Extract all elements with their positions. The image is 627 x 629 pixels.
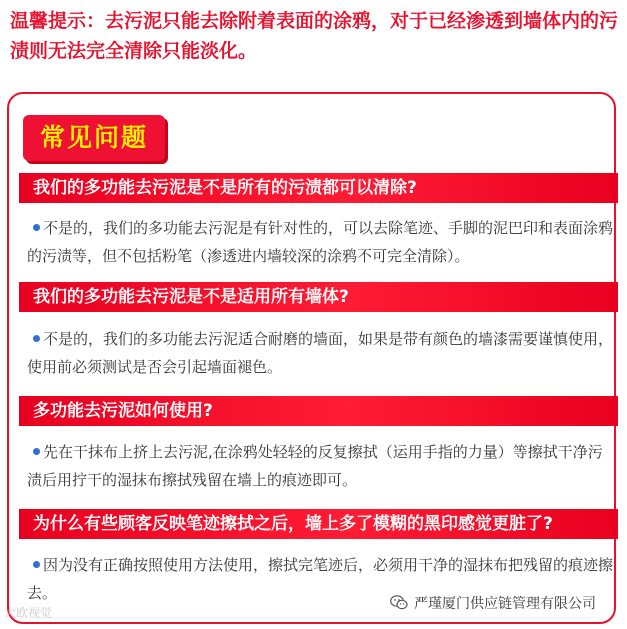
faq-question-2: 我们的多功能去污泥是不是适用所有墙体? — [19, 282, 618, 312]
bullet-icon — [33, 448, 40, 455]
watermark-right — [390, 593, 596, 614]
watermark-left: 大欧视觉 — [4, 606, 53, 620]
bullet-icon — [33, 224, 40, 231]
faq-card — [7, 92, 616, 624]
faq-question-3: 多功能去污泥如何使用? — [19, 396, 618, 426]
faq-answer-3 — [27, 438, 615, 494]
faq-title-badge — [23, 115, 165, 161]
faq-title: 常见问题 — [39, 123, 148, 152]
faq-answer-text: 不是的，我们的多功能去污泥是有针对性的，可以去除笔迹、手脚的泥巴印和表面涂鸦的污渍等，但不包括粉笔（渗透进内墙较深的涂鸦不可完全清除）。 — [27, 219, 614, 265]
faq-question-1: 我们的多功能去污泥是不是所有的污渍都可以清除? — [19, 173, 618, 203]
faq-answer-text: 因为没有正确按照使用方法使用，擦拭完笔迹后，必须用干净的湿抹布把残留的痕迹擦去。 — [27, 556, 614, 602]
bullet-icon — [33, 561, 40, 568]
bullet-icon — [33, 335, 40, 342]
faq-answer-text: 不是的，我们的多功能去污泥适合耐磨的墙面，如果是带有颜色的墙漆需要谨慎使用，使用前必须测试是否会引起墙面褪色。 — [27, 330, 614, 376]
wechat-icon — [390, 595, 408, 614]
warm-tip: 温馨提示：去污泥只能去除附着表面的涂鸦，对于已经渗透到墙体内的污渍则无法完全清除只能淡化。 — [10, 10, 619, 62]
faq-answer-text: 先在干抹布上挤上去污泥,在涂鸦处轻轻的反复擦拭（运用手指的力量）等擦拭干净污渍后用拧干的湿抹布擦拭残留在墙上的痕迹即可。 — [27, 443, 603, 489]
faq-answer-2 — [27, 325, 615, 381]
watermark-company: 严瑾厦门供应链管理有限公司 — [414, 596, 596, 612]
faq-answer-1 — [27, 214, 615, 270]
faq-question-4: 为什么有些顾客反映笔迹擦拭之后，墙上多了模糊的黑印感觉更脏了? — [19, 509, 618, 539]
